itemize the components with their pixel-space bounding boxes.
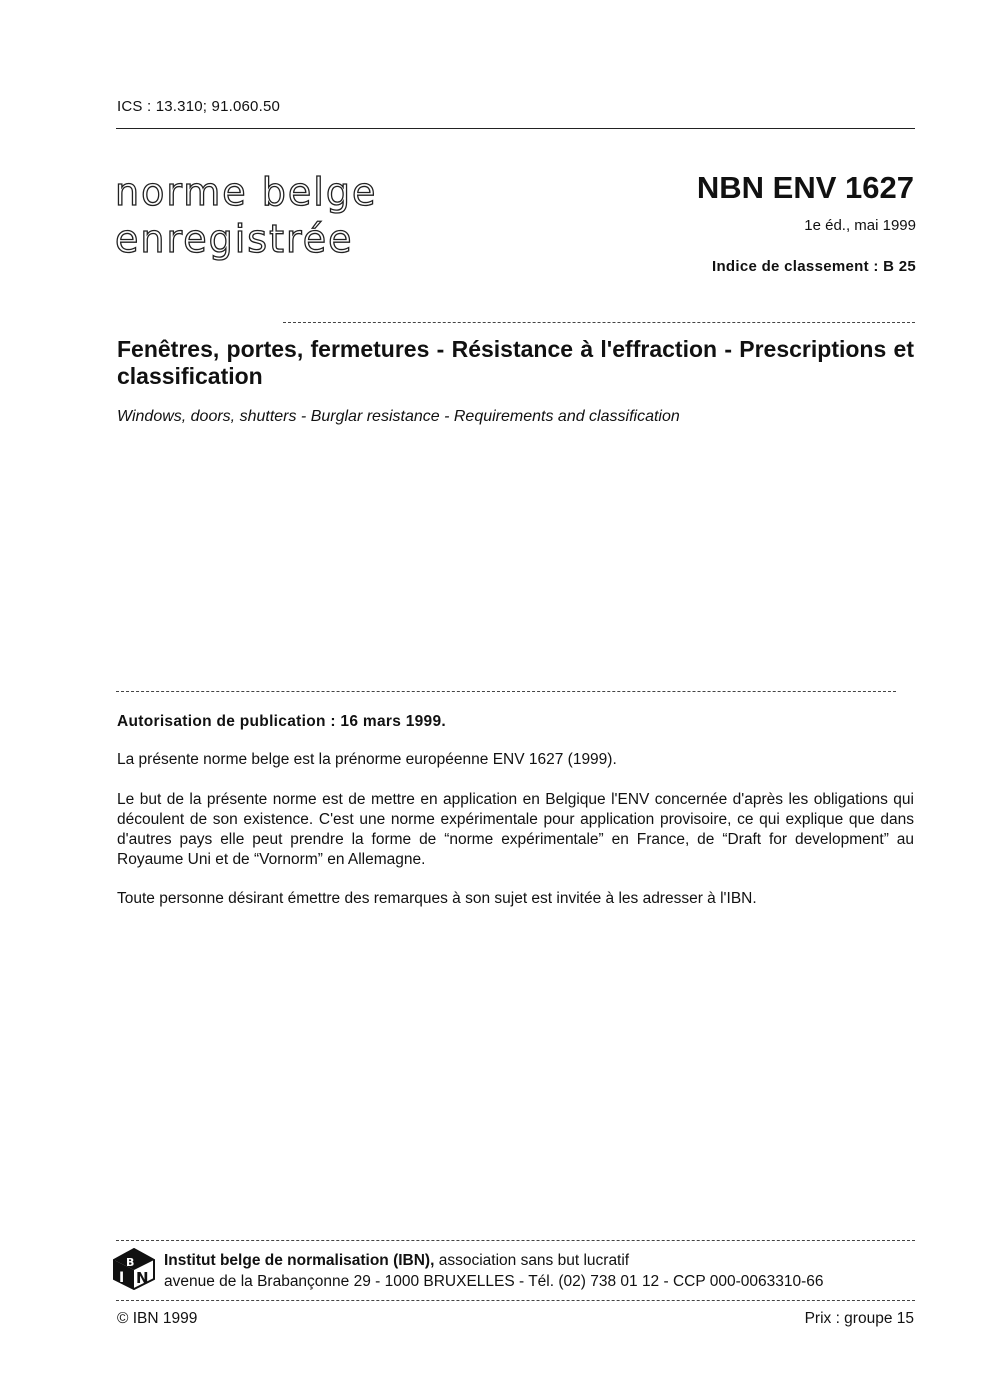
standard-number: NBN ENV 1627 [696, 170, 914, 205]
svg-text:N: N [136, 1269, 149, 1287]
ibn-logo-icon [113, 1248, 155, 1290]
institute-name-bold: Institut belge de normalisation (IBN), [164, 1252, 435, 1269]
institute-address: avenue de la Brabançonne 29 - 1000 BRUXELLES - Tél. (02) 738 01 12 - CCP 000-0063310-66 [164, 1273, 824, 1290]
paragraph-remarks: Toute personne désirant émettre des remarques à son sujet est invitée à les adresser à l'IBN. [117, 890, 757, 907]
footer-bottom-rule [116, 1300, 915, 1301]
paragraph-intro: La présente norme belge est la prénorme européenne ENV 1627 (1999). [117, 751, 617, 768]
paragraph-purpose: Le but de la présente norme est de mettre en application en Belgique l'ENV concernée d'après les obligations qui découlent de son existence. C'est une norme expérimentale pour application provisoire, ce qui explique que dans d'autres pays elle peut prendre la forme de “norme expérimentale” en France, de “Draft for development” au Royaume Uni et de “Vornorm” en Allemagne. [117, 791, 914, 868]
svg-text:I: I [119, 1270, 125, 1286]
edition-date: 1e éd., mai 1999 [804, 217, 916, 234]
copyright: © IBN 1999 [117, 1310, 198, 1327]
title-english: Windows, doors, shutters - Burglar resistance - Requirements and classification [117, 408, 680, 425]
title-rule [283, 322, 915, 323]
norme-belge-heading: norme belge [115, 170, 378, 214]
header-rule [116, 128, 915, 129]
enregistree-heading: enregistrée [115, 217, 354, 261]
institute-type: association sans but lucratif [434, 1252, 630, 1269]
svg-text:B: B [126, 1256, 135, 1269]
institute-name [164, 1252, 629, 1270]
ics-code: ICS : 13.310; 91.060.50 [117, 98, 281, 115]
title-french: Fenêtres, portes, fermetures - Résistance à l'effraction - Prescriptions et classification [117, 336, 914, 389]
price-group: Prix : groupe 15 [804, 1310, 914, 1327]
classification-index: Indice de classement : B 25 [711, 258, 916, 275]
publication-authorisation: Autorisation de publication : 16 mars 1999. [117, 713, 447, 730]
footer-top-rule [116, 1240, 915, 1241]
body-rule [116, 691, 896, 692]
